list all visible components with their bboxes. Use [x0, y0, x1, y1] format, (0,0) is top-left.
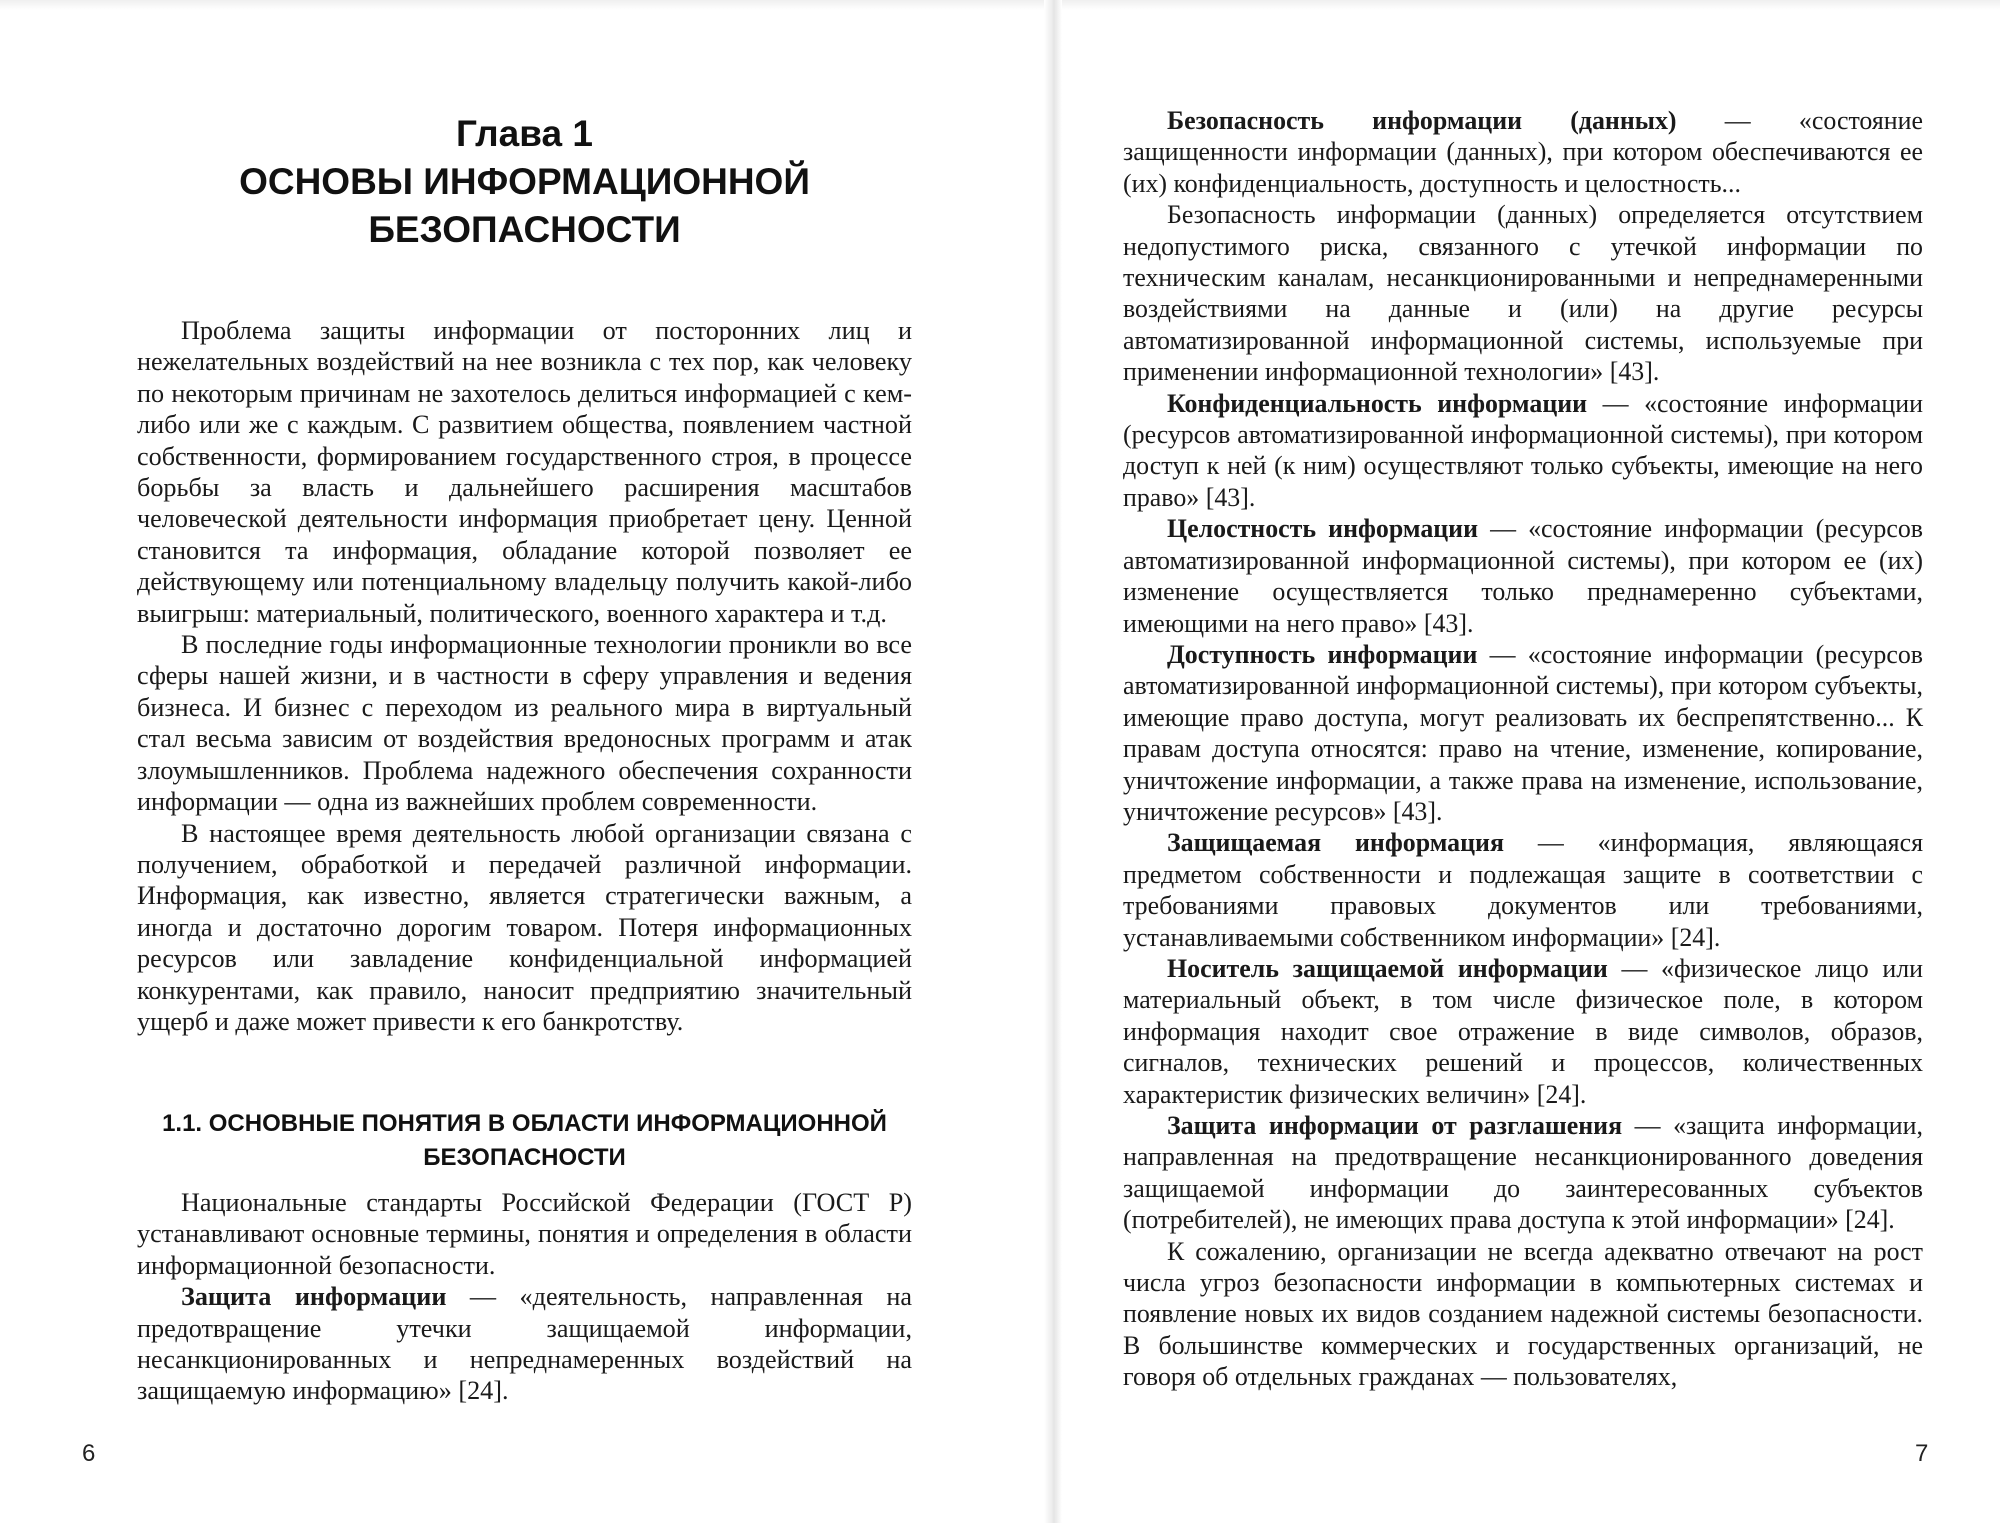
definition-text: — «состояние информации (ресурсов автоматизированной информационной системы), при котором субъекты, имеющие право доступа, могут реализовать их беспрепятственно... К правам доступа относятся: право на чтение, изменение, копирование, уничтожение информации, а также права на изменение, использование, уничтожение ресурсов» [43].: [1123, 639, 1923, 826]
section-text: [137, 1187, 912, 1407]
definition-term: Носитель защищаемой информации: [1167, 953, 1608, 983]
definition-paragraph: [1123, 827, 1923, 953]
page-number-left: 6: [82, 1440, 96, 1467]
intro-paragraph-2: В последние годы информационные технологии проникли во все сферы нашей жизни, и в частности в сферу управления и ведения бизнеса. И бизнес с переходом из реального мира в виртуальный стал весьма зависим от воздействия вредоносных программ и атак злоумышленников. Проблема надежного обеспечения сохранности информации — одна из важнейших проблем современности.: [137, 630, 912, 817]
definition-paragraph: [1123, 1110, 1923, 1236]
definition-text: — «физическое лицо или материальный объект, в том числе физическое поле, в котором информация находит свое отражение в виде символов, образов, сигналов, технических решений и процессов, количественных характеристик физических величин» [24].: [1123, 953, 1923, 1109]
definition-paragraph: [137, 1281, 912, 1407]
definition-term: Целостность информации: [1167, 514, 1479, 544]
book-gutter: [1044, 0, 1062, 1523]
definitions-text: [1123, 105, 1923, 1393]
section-title: 1.1. ОСНОВНЫЕ ПОНЯТИЯ В ОБЛАСТИ ИНФОРМАЦИОННОЙ БЕЗОПАСНОСТИ: [162, 1110, 887, 1171]
intro-paragraph-1: Проблема защиты информации от посторонних лиц и нежелательных воздействий на нее возникла с тех пор, как человеку по некоторым причинам не захотелось делиться информацией с кем-либо или же с каждым. С развитием общества, появлением частной собственности, формированием государственного строя, в процессе борьбы за власть и дальнейшего расширения масштабов человеческой деятельности информация приобретает цену. Ценной становится та информация, обладание которой позволяет ее действующему или потенциальному владельцу получить какой-либо выигрыш: материальный, политического, военного характера и т.д.: [137, 316, 912, 628]
definition-text: К сожалению, организации не всегда адекватно отвечают на рост числа угроз безопасности информации в компьютерных системах и появление новых их видов созданием надежной системы безопасности. В большинстве коммерческих и государственных организаций, не говоря об отдельных гражданах — пользователях,: [1123, 1236, 1923, 1392]
section-intro-paragraph: Национальные стандарты Российской Федерации (ГОСТ Р) устанавливают основные термины, понятия и определения в области информационной безопасности.: [137, 1188, 912, 1280]
definition-paragraph: [1123, 199, 1923, 387]
definition-term: Защищаемая информация: [1167, 828, 1504, 858]
definition-paragraph: [1123, 388, 1923, 514]
definition-paragraph: [1123, 105, 1923, 199]
definition-paragraph: [1123, 513, 1923, 639]
definition-text: — «деятельность, направленная на предотвращение утечки защищаемой информации, несанкционированных и непреднамеренных воздействий на защищаемую информацию» [24].: [137, 1282, 913, 1406]
definition-text: — «защита информации, направленная на предотвращение несанкционированного доведения защищаемой информации до заинтересованных субъектов (потребителей), не имеющих права доступа к этой информации» [24].: [1123, 1111, 1923, 1235]
chapter-title: ОСНОВЫ ИНФОРМАЦИОННОЙ БЕЗОПАСНОСТИ: [239, 161, 810, 250]
definition-term: Конфиденциальность информации: [1167, 388, 1588, 418]
definition-text: — «состояние информации (ресурсов автоматизированной информационной системы), при котором ее (их) изменение осуществляется только преднамеренно субъектами, имеющими на него право» [43].: [1123, 514, 1923, 638]
definition-text: — «состояние защищенности информации (данных), при котором обеспечиваются ее (их) конфиденциальность, доступность и целостность...: [1123, 106, 1923, 198]
intro-paragraph-3: В настоящее время деятельность любой организации связана с получением, обработкой и передачей различной информации. Информация, как известно, является стратегически важным, а иногда и достаточно дорогим товаром. Потеря информационных ресурсов или завладение конфиденциальной информацией конкурентами, как правило, наносит предприятию значительный ущерб и даже может привести к его банкротству.: [137, 818, 912, 1036]
definition-text: Безопасность информации (данных) определяется отсутствием недопустимого риска, связанного с утечкой информации по техническим каналам, несанкционированными и непреднамеренными воздействиями на данные и (или) на другие ресурсы автоматизированной информационной системы, используемые при применении информационной технологии» [43].: [1123, 200, 1923, 387]
definition-term: Доступность информации: [1167, 639, 1478, 669]
definition-term: Защита информации от разглашения: [1167, 1111, 1623, 1140]
definition-paragraph: [1123, 639, 1923, 827]
definition-text: — «состояние информации (ресурсов автоматизированной информационной системы), при котором доступ к ней (к ним) осуществляют только субъекты, имеющие на него право» [43].: [1123, 388, 1923, 512]
definition-term: Защита информации: [181, 1282, 447, 1312]
definition-text: — «информация, являющаяся предметом собственности и подлежащая защите в соответствии с требованиями правовых документов или требованиями, устанавливаемыми собственником информации» [24].: [1123, 828, 1923, 952]
chapter-label: Глава 1: [456, 113, 593, 154]
intro-text: [137, 315, 912, 1037]
definition-term: Безопасность информации (данных): [1167, 106, 1677, 135]
definition-paragraph: [1123, 953, 1923, 1110]
closing-paragraph: [1123, 1236, 1923, 1393]
page-top-shadow: [0, 0, 2000, 10]
page-number-right: 7: [1915, 1440, 1929, 1467]
